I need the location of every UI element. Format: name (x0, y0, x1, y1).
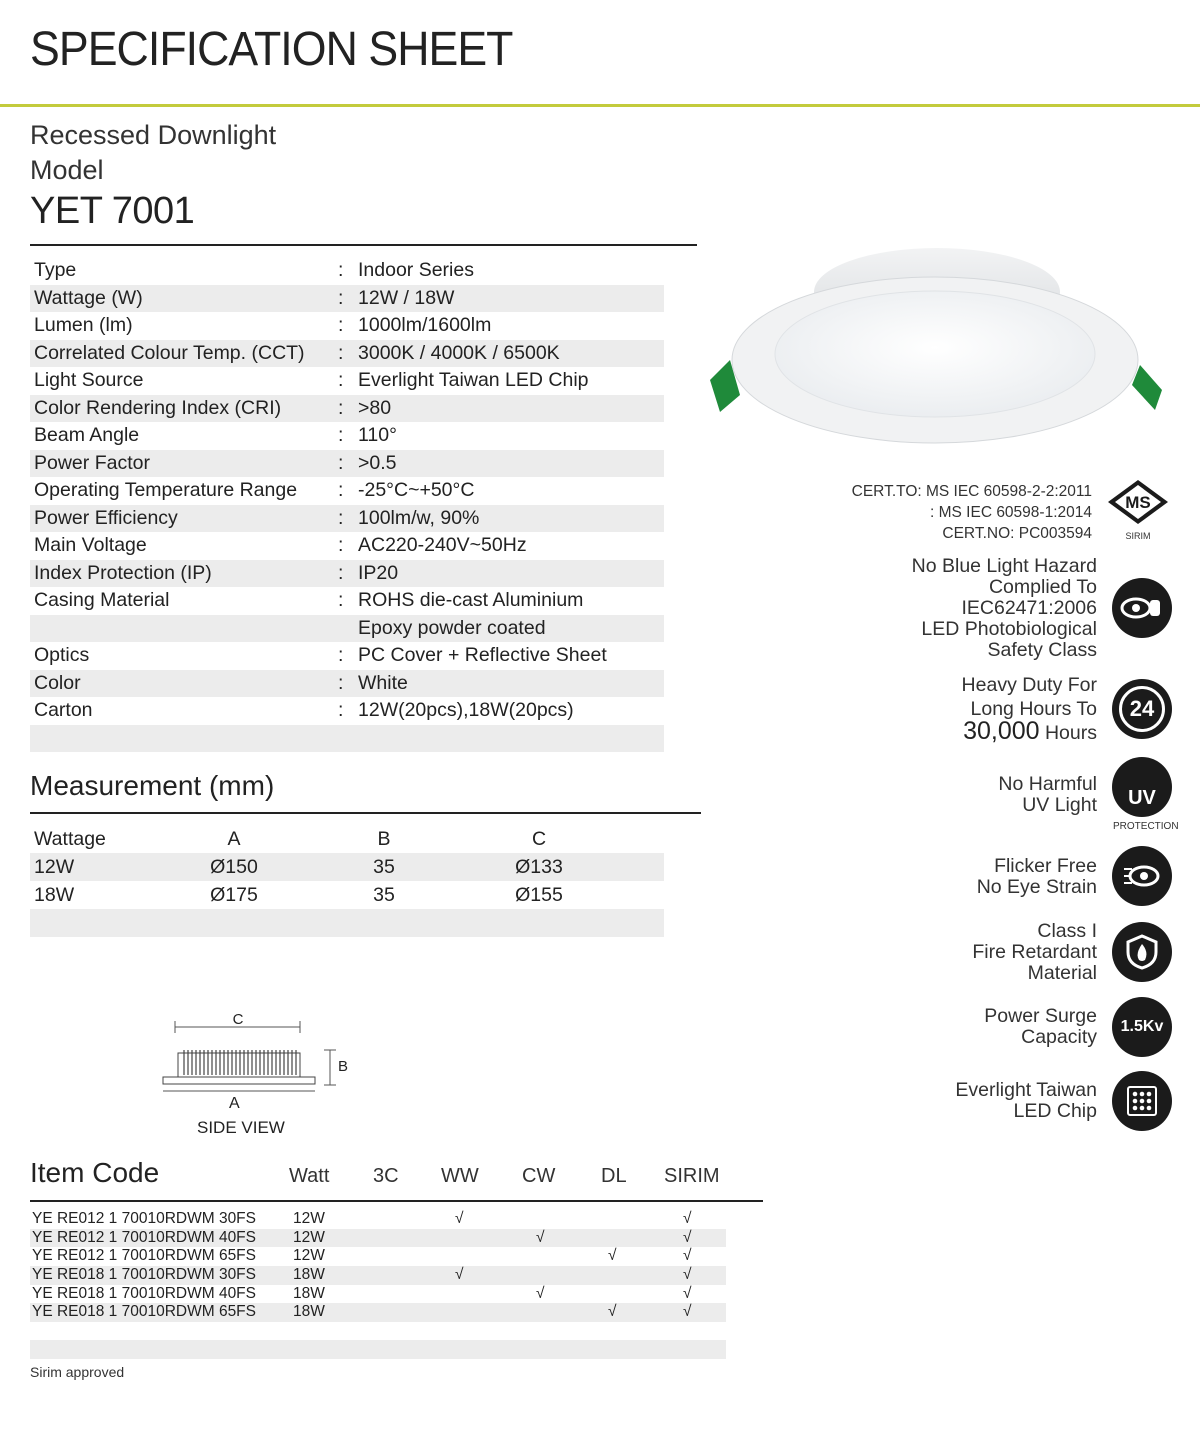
feature-line: IEC62471:2006 (961, 597, 1097, 619)
spec-value: Indoor Series (358, 259, 474, 282)
surge-1-5kv-icon (1112, 997, 1172, 1057)
spec-row (30, 587, 664, 615)
spec-colon: : (338, 369, 344, 392)
hours-unit: Hours (1044, 722, 1097, 744)
spec-colon: : (338, 396, 344, 419)
measurement-cell: Ø155 (515, 883, 563, 906)
spec-value: 1000lm/1600lm (358, 314, 492, 337)
table-row (30, 1210, 726, 1229)
spec-row (30, 340, 664, 368)
feature-line: Long Hours To (970, 698, 1097, 720)
measurement-row (30, 881, 664, 909)
feature-line: Fire Retardant (972, 941, 1097, 963)
dim-a-label: A (229, 1095, 240, 1112)
spec-row (30, 615, 664, 643)
dim-b-label: B (338, 1058, 349, 1075)
item-code-cell: YE RE012 1 70010RDWM 30FS (32, 1210, 256, 1227)
spec-value: AC220-240V~50Hz (358, 534, 527, 557)
spec-colon: : (338, 341, 344, 364)
spec-row (30, 532, 664, 560)
spec-value: >80 (358, 396, 392, 419)
side-view-diagram (150, 1005, 360, 1095)
item-sirim-cell: √ (683, 1210, 692, 1227)
item-sirim-cell: √ (683, 1303, 692, 1321)
item-sirim-cell: √ (683, 1266, 692, 1284)
measurement-cell: Ø133 (515, 855, 563, 878)
spec-row (30, 560, 664, 588)
spec-colon: : (338, 286, 344, 309)
model-label: Model (30, 155, 104, 185)
spec-row (30, 285, 664, 313)
item-watt-cell: 12W (293, 1228, 325, 1246)
feature-fire-retardant (972, 921, 1097, 984)
spec-value: 100lm/w, 90% (358, 506, 480, 529)
spec-row (30, 257, 664, 285)
table-row (30, 1266, 726, 1285)
spec-label: Lumen (lm) (34, 314, 133, 337)
measurement-cell: Ø150 (210, 855, 258, 878)
spec-colon: : (338, 451, 344, 474)
led-chip-icon (1112, 1071, 1172, 1131)
spec-row (30, 697, 664, 725)
item-watt-cell: 12W (293, 1210, 325, 1227)
spec-value: IP20 (358, 561, 399, 584)
spec-label: Carton (34, 699, 93, 722)
spec-value: >0.5 (358, 451, 397, 474)
measurement-title: Measurement (mm) (30, 770, 275, 801)
feature-line: Heavy Duty For (961, 674, 1097, 696)
spec-label: Operating Temperature Range (34, 479, 298, 502)
surge-icon-label: 1.5Kv (1120, 1018, 1164, 1035)
spec-label: Power Factor (34, 451, 150, 474)
spec-value: 12W(20pcs),18W(20pcs) (358, 699, 574, 722)
feature-line: LED Photobiological (921, 618, 1097, 640)
item-watt-cell: 12W (293, 1247, 325, 1265)
product-name: Recessed Downlight (30, 120, 277, 150)
page-title: SPECIFICATION SHEET (30, 23, 513, 76)
feature-line: No Eye Strain (976, 876, 1097, 898)
spec-label: Main Voltage (34, 534, 147, 557)
item-code-title: Item Code (30, 1157, 160, 1188)
spec-value: Everlight Taiwan LED Chip (358, 369, 589, 392)
feature-flicker-free (977, 856, 1097, 898)
spec-label: Power Efficiency (34, 506, 178, 529)
measurement-cell: 35 (373, 883, 395, 906)
item-sirim-cell: √ (683, 1284, 692, 1302)
cert-line: : MS IEC 60598-1:2014 (930, 504, 1092, 521)
uv-protection-icon (1112, 757, 1172, 817)
spec-value: -25°C~+50°C (358, 479, 475, 502)
spec-colon: : (338, 506, 344, 529)
spec-label: Color (34, 671, 81, 694)
item-dl-cell: √ (608, 1303, 617, 1321)
measurement-cell: Ø175 (210, 883, 258, 906)
sirim-approved-note: Sirim approved (30, 1364, 125, 1380)
table-row (30, 1229, 726, 1248)
spec-row (30, 642, 664, 670)
spec-value: Epoxy powder coated (358, 616, 546, 639)
feature-line: Flicker Free (994, 855, 1097, 877)
spec-value: 110° (358, 424, 397, 447)
col-header-watt: Watt (289, 1165, 330, 1187)
feature-blue-light (912, 556, 1097, 661)
lifetime-hours: 30,000 (963, 717, 1040, 745)
item-code-cell: YE RE018 1 70010RDWM 30FS (32, 1266, 256, 1284)
spec-colon: : (338, 589, 344, 612)
spec-row (30, 422, 664, 450)
ms-badge-label: MS (1125, 493, 1151, 512)
spec-colon: : (338, 561, 344, 584)
item-ww-cell: √ (455, 1266, 464, 1284)
spec-colon: : (338, 259, 344, 282)
spec-value: 12W / 18W (358, 286, 455, 309)
measurement-row (30, 853, 664, 881)
table-row (30, 1247, 726, 1266)
item-sirim-cell: √ (683, 1247, 692, 1265)
dim-c-label: C (232, 1011, 244, 1028)
spec-label: Wattage (W) (34, 286, 143, 309)
spec-row (30, 450, 664, 478)
feature-line: Complied To (988, 576, 1097, 598)
measurement-row (30, 909, 664, 937)
cert-line: CERT.TO: MS IEC 60598-2-2:2011 (851, 483, 1092, 500)
item-code-table (30, 1210, 726, 1322)
spec-label: Color Rendering Index (CRI) (34, 396, 282, 419)
uv-icon-label: UV (1128, 786, 1156, 809)
measurement-header-row (30, 825, 664, 853)
downlight-product-image (700, 240, 1170, 470)
spec-colon: : (338, 424, 344, 447)
feature-line: Everlight Taiwan (955, 1079, 1097, 1101)
spec-colon: : (338, 644, 344, 667)
spec-label: Correlated Colour Temp. (CCT) (34, 341, 305, 364)
measurement-table (30, 825, 664, 937)
spec-label: Index Protection (IP) (34, 561, 212, 584)
feature-line: Capacity (1021, 1026, 1097, 1048)
item-dl-cell: √ (608, 1247, 617, 1265)
spec-label: Casing Material (34, 589, 170, 612)
spec-colon: : (338, 479, 344, 502)
spec-value: PC Cover + Reflective Sheet (358, 644, 607, 667)
item-code-cell: YE RE012 1 70010RDWM 40FS (32, 1228, 256, 1246)
measurement-cell: 35 (373, 855, 395, 878)
measurement-cell: B (377, 827, 391, 850)
spec-label: Beam Angle (34, 424, 140, 447)
spec-value: White (358, 671, 408, 694)
side-view-caption: SIDE VIEW (197, 1118, 285, 1137)
flicker-free-eye-icon (1112, 846, 1172, 906)
table-row (30, 1285, 726, 1304)
spec-label: Type (34, 259, 77, 282)
item-watt-cell: 18W (293, 1303, 325, 1321)
uv-protection-label: PROTECTION (1113, 821, 1179, 832)
measurement-cell: Wattage (34, 827, 106, 850)
24-icon-label: 24 (1119, 686, 1165, 732)
item-code-cell: YE RE018 1 70010RDWM 65FS (32, 1303, 256, 1321)
spec-colon: : (338, 671, 344, 694)
section-divider (30, 812, 701, 814)
feature-line: Power Surge (984, 1005, 1097, 1027)
feature-heavy-duty (962, 675, 1097, 744)
model-code: YET 7001 (30, 190, 195, 232)
measurement-cell: A (227, 827, 241, 850)
item-ww-cell: √ (455, 1210, 464, 1227)
col-header-cw: CW (522, 1165, 556, 1187)
eye-thumbs-up-icon (1112, 578, 1172, 638)
feature-line: Material (1027, 962, 1097, 984)
spec-label: Optics (34, 644, 90, 667)
spec-label: Light Source (34, 369, 144, 392)
feature-line: UV Light (1022, 794, 1097, 816)
col-header-ww: WW (441, 1165, 479, 1187)
feature-line: No Harmful (998, 773, 1097, 795)
table-row (30, 1340, 726, 1359)
feature-line: Safety Class (987, 639, 1097, 661)
spec-row (30, 395, 664, 423)
col-header-dl: DL (601, 1165, 627, 1187)
title-divider (0, 104, 1200, 107)
spec-row (30, 670, 664, 698)
col-header-sirim: SIRIM (664, 1165, 720, 1187)
measurement-cell: C (531, 827, 547, 850)
fire-shield-icon (1112, 922, 1172, 982)
item-code-cell: YE RE018 1 70010RDWM 40FS (32, 1284, 256, 1302)
certification-text (852, 481, 1092, 544)
item-watt-cell: 18W (293, 1266, 325, 1284)
spec-row (30, 477, 664, 505)
spec-colon: : (338, 534, 344, 557)
feature-led-chip (955, 1080, 1097, 1122)
feature-line: LED Chip (1013, 1100, 1097, 1122)
sirim-ms-badge (1106, 478, 1170, 542)
feature-power-surge (984, 1006, 1097, 1048)
item-watt-cell: 18W (293, 1284, 325, 1302)
spec-table (30, 257, 664, 752)
feature-line: No Blue Light Hazard (911, 555, 1097, 577)
cert-line: CERT.NO: PC003594 (942, 525, 1092, 542)
sirim-badge-label: SIRIM (1125, 531, 1151, 541)
item-cw-cell: √ (536, 1228, 545, 1246)
measurement-cell: 18W (34, 883, 75, 906)
spec-row (30, 312, 664, 340)
spec-row (30, 367, 664, 395)
feature-no-uv (998, 774, 1097, 816)
measurement-cell: 12W (34, 855, 75, 878)
spec-value: 3000K / 4000K / 6500K (358, 341, 560, 364)
item-sirim-cell: √ (683, 1228, 692, 1246)
spec-row (30, 725, 664, 753)
spec-value: ROHS die-cast Aluminium (358, 589, 584, 612)
24-hours-icon (1112, 679, 1172, 739)
spec-colon: : (338, 314, 344, 337)
item-cw-cell: √ (536, 1284, 545, 1302)
spec-row (30, 505, 664, 533)
item-code-cell: YE RE012 1 70010RDWM 65FS (32, 1247, 256, 1265)
table-row (30, 1303, 726, 1322)
feature-line: Class I (1037, 920, 1097, 942)
section-divider (30, 244, 697, 246)
section-divider (30, 1200, 763, 1202)
spec-colon: : (338, 699, 344, 722)
col-header-3c: 3C (373, 1165, 399, 1187)
